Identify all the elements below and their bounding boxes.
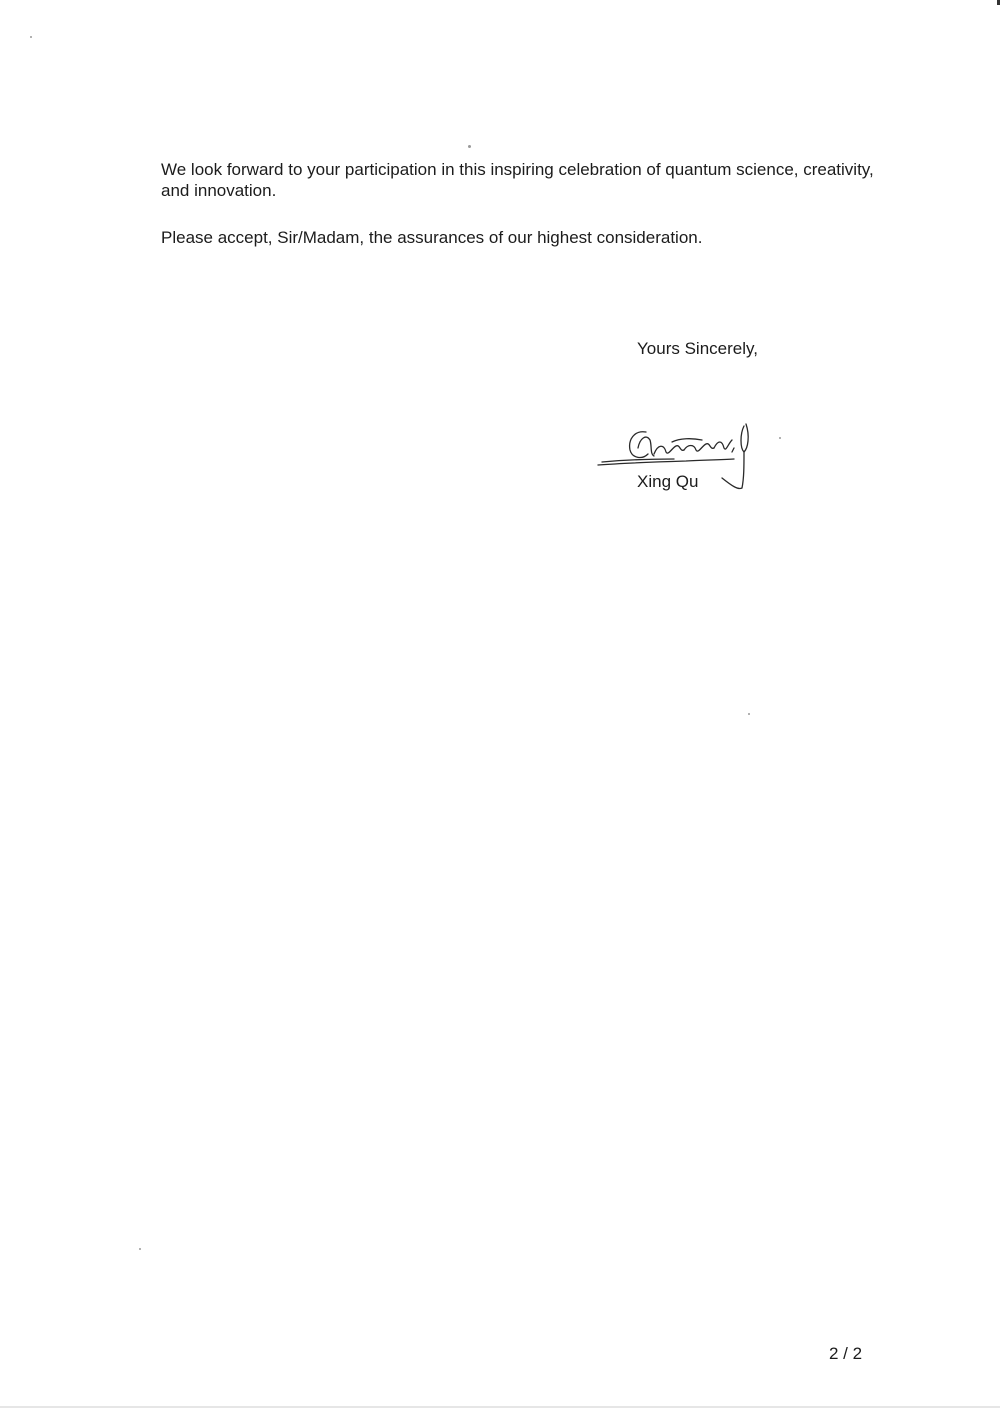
body-paragraph-participation: We look forward to your participation in this inspiring celebration of quantum science, creativity, and innovation. <box>161 160 874 200</box>
scan-bottom-edge <box>0 1406 1000 1408</box>
signer-name: Xing Qu <box>637 472 699 491</box>
scan-speck <box>30 36 32 38</box>
body-paragraph-consideration: Please accept, Sir/Madam, the assurances of our highest consideration. <box>161 228 703 247</box>
scan-speck <box>139 1248 141 1250</box>
scan-speck <box>779 437 781 439</box>
scan-speck <box>748 713 750 715</box>
scan-speck <box>468 145 471 148</box>
page-number: 2 / 2 <box>829 1344 863 1363</box>
closing-salutation: Yours Sincerely, <box>637 339 758 358</box>
